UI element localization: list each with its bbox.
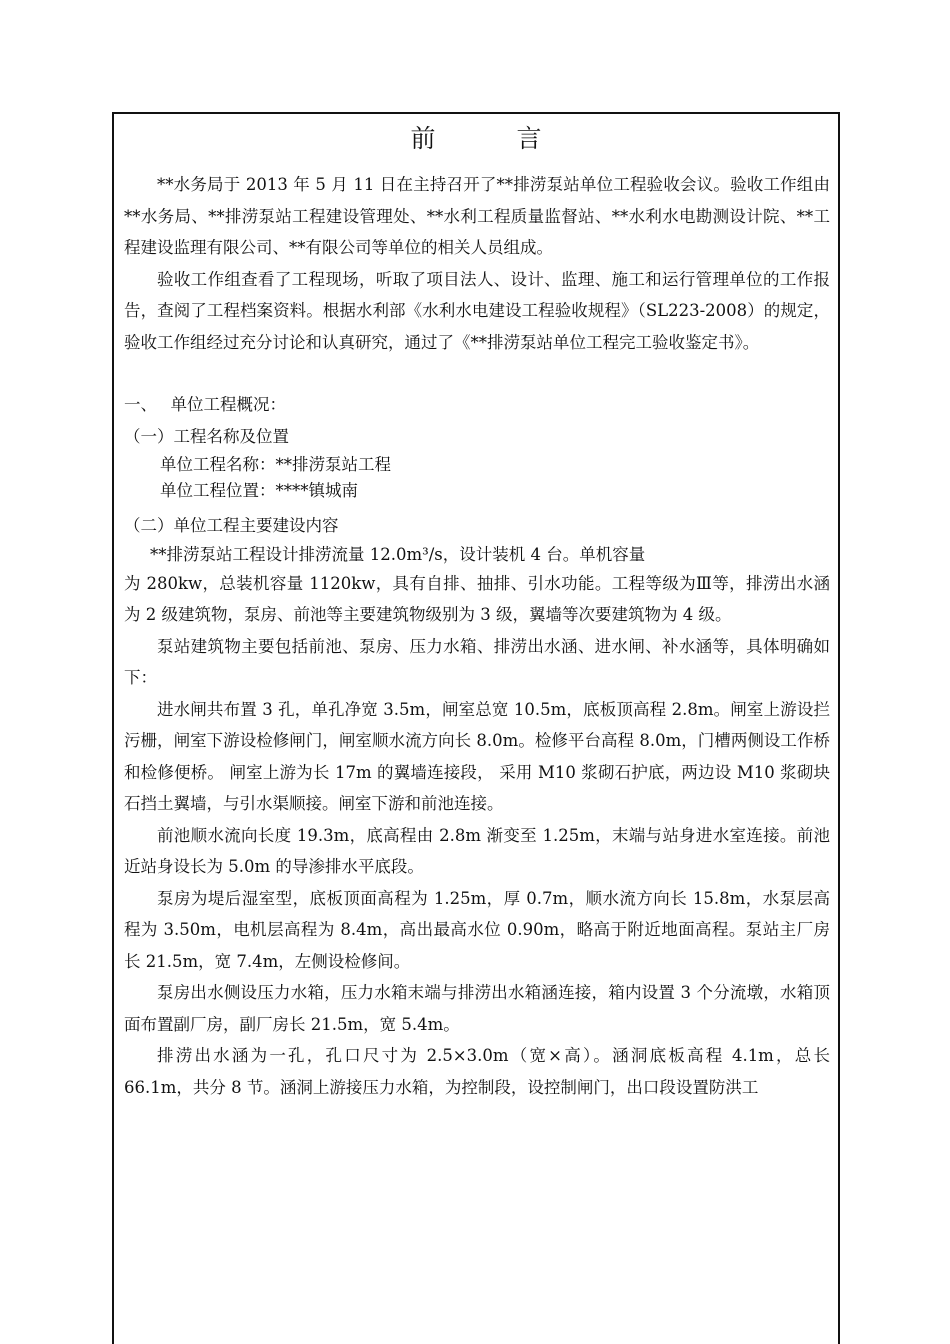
- document-body: [124, 169, 830, 1103]
- outlet-culvert-paragraph: 排涝出水涵为一孔，孔口尺寸为 2.5×3.0m（宽×高）。涵洞底板高程 4.1m，总长 66.1m，共分 8 节。涵洞上游接压力水箱，为控制段，设控制闸门，出口段设置防洪工: [124, 1046, 830, 1097]
- section-1-heading: 一、 单位工程概况：: [124, 395, 286, 414]
- inlet-sluice-paragraph: 进水闸共布置 3 孔，单孔净宽 3.5m，闸室总宽 10.5m，底板顶高程 2.8m。闸室上游设拦污栅，闸室下游设检修闸门，闸室顺水流方向长 8.0m。检修平台高程 8.0m，门槽两侧设工作桥和检修便桥。 闸室上游为长 17m 的翼墙连接段， 采用 M10 浆砌石护底，两边设 M10 浆砌块石挡土翼墙，与引水渠顺接。闸室下游和前池连接。: [124, 699, 830, 813]
- intro-paragraph-2: 验收工作组查看了工程现场，听取了项目法人、设计、监理、施工和运行管理单位的工作报告，查阅了工程档案资料。根据水利部《水利水电建设工程验收规程》（SL223-2008）的规定，验收工作组经过充分讨论和认真研究，通过了《**排涝泵站单位工程完工验收鉴定书》。: [124, 269, 830, 352]
- subsection-1-heading: （一）工程名称及位置: [124, 426, 289, 446]
- pressure-tank-paragraph: 泵房出水侧设压力水箱，压力水箱末端与排涝出水箱涵连接，箱内设置 3 个分流墩，水箱顶面布置副厂房，副厂房长 21.5m，宽 5.4m。: [124, 983, 830, 1034]
- construction-paragraph-2: 泵站建筑物主要包括前池、泵房、压力水箱、排涝出水涵、进水闸、补水涵等，具体明确如下：: [124, 636, 830, 687]
- unit-project-name: 单位工程名称：**排涝泵站工程: [160, 455, 391, 474]
- document-frame: [112, 112, 840, 1344]
- blank-line: [124, 358, 830, 389]
- subsection-2-heading: （二）单位工程主要建设内容: [124, 516, 339, 535]
- construction-paragraph-1-line-1: **排涝泵站工程设计排涝流量 12.0m³/s，设计装机 4 台。单机容量: [150, 544, 646, 564]
- forebay-paragraph: 前池顺水流向长度 19.3m，底高程由 2.8m 渐变至 1.25m，末端与站身进水室连接。前池近站身设长为 5.0m 的导渗排水平底段。: [124, 825, 830, 876]
- unit-project-location: 单位工程位置：****镇城南: [160, 481, 358, 500]
- document-title: 前 言: [410, 124, 570, 153]
- construction-paragraph-1-rest: 为 280kw，总装机容量 1120kw，具有自排、抽排、引水功能。工程等级为Ⅲ等，排涝出水涵为 2 级建筑物，泵房、前池等主要建筑物级别为 3 级，翼墙等次要建筑物为 4 级。: [124, 573, 830, 624]
- pump-house-paragraph: 泵房为堤后湿室型，底板顶面高程为 1.25m，厚 0.7m，顺水流方向长 15.8m，水泵层高程为 3.50m，电机层高程为 8.4m，高出最高水位 0.90m，略高于附近地面高程。泵站主厂房长 21.5m，宽 7.4m，左侧设检修间。: [124, 888, 830, 971]
- intro-paragraph-1: **水务局于 2013 年 5 月 11 日在主持召开了**排涝泵站单位工程验收会议。验收工作组由**水务局、**排涝泵站工程建设管理处、**水利工程质量监督站、**水利水电勘测设计院、**工程建设监理有限公司、**有限公司等单位的相关人员组成。: [124, 175, 830, 257]
